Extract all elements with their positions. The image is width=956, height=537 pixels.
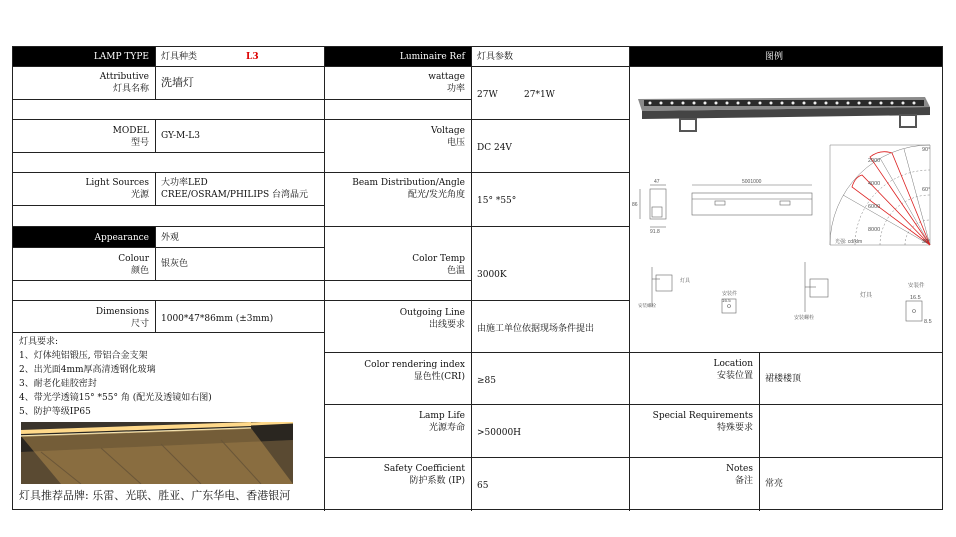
requirement-item: 3、耐老化硅胶密封 bbox=[19, 379, 97, 389]
model-value: GY-M-L3 bbox=[161, 131, 200, 141]
spacer-row bbox=[325, 100, 472, 120]
dim-width-text: 86 bbox=[632, 202, 638, 208]
beam-value-cell bbox=[472, 173, 630, 227]
recommended-brands: 灯具推荐品牌: 乐雷、光联、胜亚、广东华电、香港银河 bbox=[19, 489, 291, 502]
special-en: Special Requirements bbox=[652, 411, 753, 421]
lamp-type-header bbox=[13, 47, 156, 67]
wattage-en: wattage bbox=[428, 72, 465, 82]
appearance-en: Appearance bbox=[94, 233, 149, 243]
colour-cn: 颜色 bbox=[130, 266, 149, 276]
voltage-cn: 电压 bbox=[446, 138, 465, 148]
model-label-cell bbox=[13, 120, 156, 153]
safety-label-cell bbox=[325, 458, 472, 511]
special-value-cell bbox=[760, 405, 942, 458]
spacer-row bbox=[13, 153, 325, 173]
location-label-cell bbox=[630, 353, 760, 405]
dim-16-5-2: 16.5 bbox=[910, 295, 921, 301]
requirements-cell bbox=[13, 333, 325, 511]
appearance-cn-cell bbox=[156, 227, 325, 248]
wattage-value-cell bbox=[472, 67, 630, 120]
illustration-header bbox=[630, 47, 942, 67]
attributive-en: Attributive bbox=[99, 72, 149, 82]
luminaire-ref-label: Luminaire Ref bbox=[399, 52, 465, 62]
safety-cn: 防护系数 (IP) bbox=[409, 476, 465, 486]
polar-8000-label: 8000 bbox=[868, 227, 881, 233]
beam-label-cell bbox=[325, 173, 472, 227]
outgoing-line-cn: 出线要求 bbox=[428, 320, 465, 330]
outgoing-line-value: 由施工单位依据现场条件提出 bbox=[477, 324, 595, 334]
location-value: 裙楼楼顶 bbox=[765, 374, 802, 384]
polar-4000-label: 4000 bbox=[868, 181, 881, 187]
dimensions-value-cell bbox=[156, 301, 325, 333]
light-sources-value-1: 大功率LED bbox=[161, 178, 208, 188]
technical-drawing bbox=[630, 67, 940, 351]
lamp-life-value: >50000H bbox=[477, 428, 522, 438]
dim-16-5-1: 16.5 bbox=[722, 298, 731, 303]
wattage-cn: 功率 bbox=[446, 84, 465, 94]
colour-en: Colour bbox=[118, 254, 149, 264]
spacer-row bbox=[325, 281, 472, 301]
illustration-cn: 图例 bbox=[765, 52, 784, 62]
outgoing-line-label-cell bbox=[325, 301, 472, 353]
color-temp-value: 3000K bbox=[477, 270, 507, 280]
special-cn: 特殊要求 bbox=[716, 423, 753, 433]
voltage-label-cell bbox=[325, 120, 472, 173]
colour-value-cell bbox=[156, 248, 325, 281]
notes-cn: 备注 bbox=[734, 476, 753, 486]
angle-60-label: 60° bbox=[922, 187, 931, 193]
luminaire-params-cell bbox=[472, 47, 630, 67]
lamp-type-label: LAMP TYPE bbox=[93, 52, 149, 62]
dimension-drawing bbox=[640, 185, 812, 227]
dim-length-text: 5001000 bbox=[742, 179, 762, 185]
luminaire-params-cn: 灯具参数 bbox=[477, 52, 514, 62]
lamp-life-en: Lamp Life bbox=[418, 411, 465, 421]
lamp-type-code: L3 bbox=[246, 52, 259, 62]
illustration-cell bbox=[630, 67, 942, 353]
requirement-item: 4、带光学透镜15° *55° 角 (配光及透镜如右图) bbox=[19, 393, 212, 403]
model-value-cell bbox=[156, 120, 325, 153]
requirements-title: 灯具要求: bbox=[19, 337, 59, 347]
angle-30-label: 30° bbox=[922, 239, 931, 245]
outgoing-line-value-cell bbox=[472, 301, 630, 353]
dimensions-cn: 尺寸 bbox=[130, 319, 149, 329]
notes-value: 常亮 bbox=[765, 479, 784, 489]
light-sources-cn: 光源 bbox=[130, 190, 149, 200]
bolt-label: 安装螺栓 bbox=[638, 303, 656, 308]
angle-90-label: 90° bbox=[922, 147, 931, 153]
dimensions-label-cell bbox=[13, 301, 156, 333]
product-photo bbox=[21, 422, 293, 484]
lamp-life-value-cell bbox=[472, 405, 630, 458]
lamp-type-value-cell bbox=[156, 47, 325, 67]
special-label-cell bbox=[630, 405, 760, 458]
attributive-value: 洗墙灯 bbox=[161, 76, 194, 89]
safety-value-cell bbox=[472, 458, 630, 511]
light-sources-value-cell bbox=[156, 173, 325, 206]
location-cn: 安装位置 bbox=[716, 371, 753, 381]
hole-label: 安装螺栓 bbox=[794, 315, 815, 321]
colour-value: 银灰色 bbox=[161, 259, 189, 269]
installation-detail bbox=[652, 262, 922, 321]
outgoing-line-en: Outgoing Line bbox=[399, 308, 465, 318]
spacer-row bbox=[13, 206, 325, 227]
cri-value-cell bbox=[472, 353, 630, 405]
lamp-label-1: 灯具 bbox=[680, 278, 691, 284]
voltage-en: Voltage bbox=[430, 126, 465, 136]
notes-value-cell bbox=[760, 458, 942, 511]
safety-en: Safety Coefficient bbox=[383, 464, 465, 474]
wattage-value-1: 27W bbox=[477, 90, 498, 100]
luminaire-ref-header bbox=[325, 47, 472, 67]
appearance-cn: 外观 bbox=[161, 233, 180, 243]
mount-label-1: 安装件 bbox=[722, 291, 738, 297]
wattage-value-2: 27*1W bbox=[524, 90, 555, 100]
location-en: Location bbox=[713, 359, 753, 369]
dimensions-value: 1000*47*86mm (±3mm) bbox=[161, 314, 274, 324]
location-value-cell bbox=[760, 353, 942, 405]
model-en: MODEL bbox=[112, 126, 149, 136]
colour-label-cell bbox=[13, 248, 156, 281]
requirement-item: 1、灯体纯铝锻压, 带铝合金支架 bbox=[19, 351, 148, 361]
requirement-item: 2、出光面4mm厚高清透钢化玻璃 bbox=[19, 365, 156, 375]
requirement-item: 5、防护等级IP65 bbox=[19, 407, 91, 417]
attributive-label-cell bbox=[13, 67, 156, 100]
beam-en: Beam Distribution/Angle bbox=[352, 178, 465, 188]
cri-cn: 显色性(CRI) bbox=[413, 372, 465, 382]
appearance-header bbox=[13, 227, 156, 248]
color-temp-label-cell bbox=[325, 227, 472, 281]
dim-height-text: 47 bbox=[654, 179, 660, 185]
dimensions-en: Dimensions bbox=[95, 307, 149, 317]
voltage-value: DC 24V bbox=[477, 143, 512, 153]
light-sources-label-cell bbox=[13, 173, 156, 206]
beam-value: 15° *55° bbox=[477, 196, 517, 206]
color-temp-cn: 色温 bbox=[446, 266, 465, 276]
polar-6000-label: 6000 bbox=[868, 204, 881, 210]
beam-cn: 配光/发光角度 bbox=[407, 190, 465, 200]
notes-en: Notes bbox=[726, 464, 753, 474]
notes-label-cell bbox=[630, 458, 760, 511]
attributive-value-cell bbox=[156, 67, 325, 100]
lamp-bar-illustration bbox=[638, 97, 930, 131]
light-sources-en: Light Sources bbox=[85, 178, 149, 188]
lamp-label-2: 灯具 bbox=[860, 293, 873, 299]
color-temp-en: Color Temp bbox=[412, 254, 465, 264]
lamp-life-cn: 光源寿命 bbox=[428, 423, 465, 433]
polar-unit-label: 光强: cd/klm bbox=[835, 239, 863, 245]
cri-value: ≥85 bbox=[477, 376, 496, 386]
polar-2000-label: 2000 bbox=[868, 158, 881, 164]
cri-label-cell bbox=[325, 353, 472, 405]
lamp-type-cn: 灯具种类 bbox=[161, 52, 198, 62]
voltage-value-cell bbox=[472, 120, 630, 173]
color-temp-value-cell bbox=[472, 227, 630, 301]
cri-en: Color rendering index bbox=[364, 360, 465, 370]
model-cn: 型号 bbox=[130, 138, 149, 148]
safety-value: 65 bbox=[477, 481, 489, 491]
dim-8-5: 8.5 bbox=[924, 319, 932, 325]
spec-sheet bbox=[12, 46, 943, 510]
attributive-cn: 灯具名称 bbox=[112, 84, 149, 94]
dim-91-text: 91.8 bbox=[650, 229, 660, 235]
lamp-life-label-cell bbox=[325, 405, 472, 458]
light-sources-value-2: CREE/OSRAM/PHILIPS 台湾晶元 bbox=[161, 190, 308, 200]
spacer-row bbox=[13, 281, 325, 301]
wattage-label-cell bbox=[325, 67, 472, 100]
spacer-row bbox=[13, 100, 325, 120]
mount-label-2: 安装件 bbox=[908, 283, 925, 289]
